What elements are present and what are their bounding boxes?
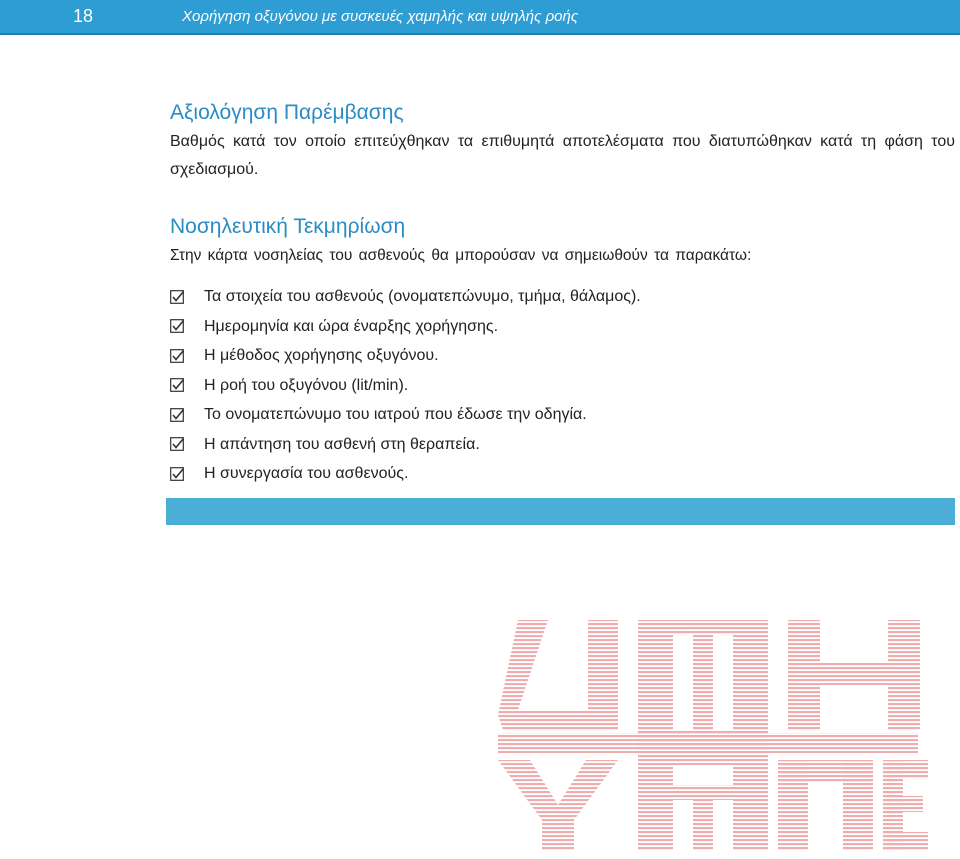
header-divider xyxy=(0,33,960,35)
list-item xyxy=(170,430,955,460)
list-item-text: Ημερομηνία και ώρα έναρξης χορήγησης. xyxy=(204,317,499,335)
list-item-text: Τα στοιχεία του ασθενούς (ονοματεπώνυμο, τμήμα, θάλαμος). xyxy=(204,288,641,305)
page-number: 18 xyxy=(0,0,166,33)
documentation-checklist xyxy=(170,282,955,489)
list-item xyxy=(170,400,955,430)
main-content xyxy=(170,98,955,489)
header-title: Χορήγηση οξυγόνου με συσκευές χαμηλής και υψηλής ροής xyxy=(166,0,960,33)
documentation-intro: Στην κάρτα νοσηλείας του ασθενούς θα μπορούσαν να σημειωθούν τα παρακάτω: xyxy=(170,247,752,264)
list-item xyxy=(170,371,955,401)
checkbox-checked-icon xyxy=(170,349,184,363)
checkbox-checked-icon xyxy=(170,467,184,481)
section-heading-documentation: Νοσηλευτική Τεκμηρίωση xyxy=(170,215,406,238)
list-item xyxy=(170,312,955,342)
list-item-text: Η ροή του οξυγόνου (lit/min). xyxy=(204,376,409,394)
checkbox-checked-icon xyxy=(170,408,184,422)
section-heading-evaluation: Αξιολόγηση Παρέμβασης xyxy=(170,101,404,124)
checkbox-checked-icon xyxy=(170,290,184,304)
evaluation-text: Βαθμός κατά τον οποίο επιτεύχθηκαν τα επιθυμητά αποτελέσματα που διατυπώθηκαν κατά τη φάση του σχεδιασμού. xyxy=(170,133,955,178)
page-header xyxy=(0,0,960,33)
logo-watermark-icon xyxy=(478,615,933,855)
checkbox-checked-icon xyxy=(170,319,184,333)
section-end-band xyxy=(166,498,955,525)
list-item xyxy=(170,341,955,371)
list-item xyxy=(170,282,955,312)
list-item-text: Η μέθοδος χορήγησης οξυγόνου. xyxy=(204,347,439,364)
list-item xyxy=(170,459,955,489)
list-item-text: Το ονοματεπώνυμο του ιατρού που έδωσε την οδηγία. xyxy=(204,406,587,423)
checkbox-checked-icon xyxy=(170,378,184,392)
list-item-text: Η συνεργασία του ασθενούς. xyxy=(204,465,409,482)
list-item-text: Η απάντηση του ασθενή στη θεραπεία. xyxy=(204,435,480,453)
checkbox-checked-icon xyxy=(170,437,184,451)
